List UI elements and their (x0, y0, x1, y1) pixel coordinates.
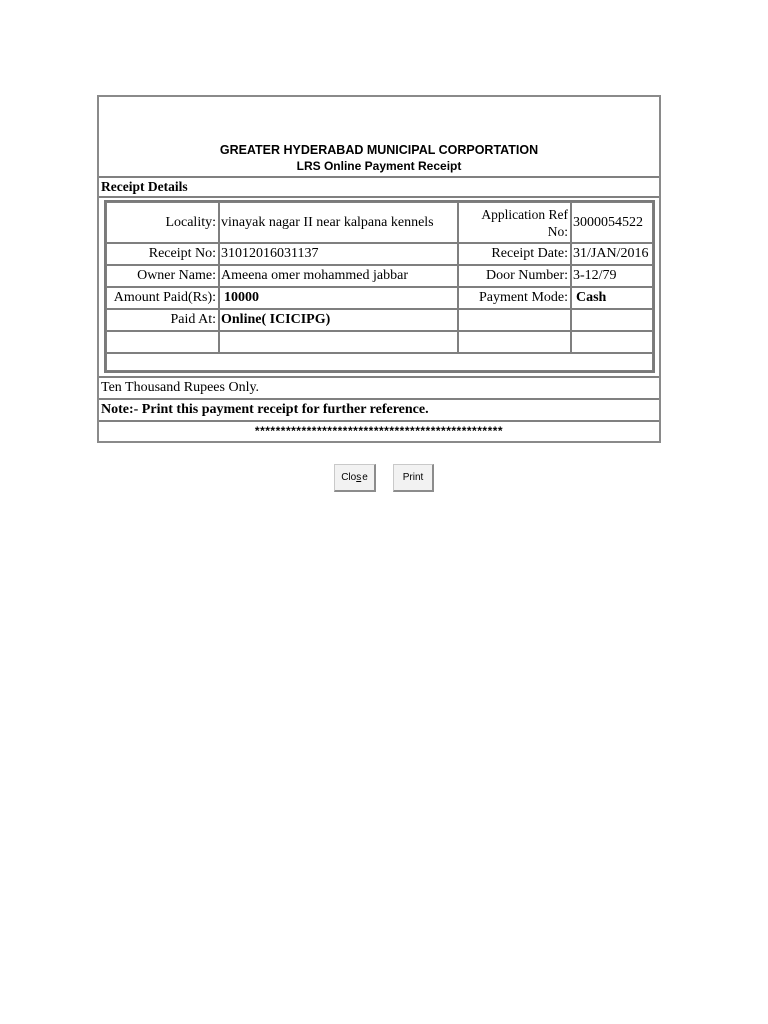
close-button[interactable] (334, 464, 376, 492)
close-button-label-end: e (362, 472, 368, 483)
owner-name-value: Ameena omer mohammed jabbar (219, 265, 458, 287)
door-number-value: 3-12/79 (571, 265, 653, 287)
payment-mode-label: Payment Mode: (458, 287, 571, 309)
divider (99, 176, 659, 178)
locality-label: Locality: (106, 202, 219, 243)
receipt-no-value: 31012016031137 (219, 243, 458, 265)
empty-cell (458, 331, 571, 353)
paid-at-label: Paid At: (106, 309, 219, 331)
footer-stars: ************************************************ (254, 424, 504, 438)
divider (99, 398, 659, 400)
divider (99, 420, 659, 422)
application-ref-value: 3000054522 (571, 202, 653, 243)
receipt-no-label: Receipt No: (106, 243, 219, 265)
empty-cell (571, 309, 653, 331)
payment-mode-value: Cash (571, 287, 653, 309)
locality-value: vinayak nagar II near kalpana kennels (219, 202, 458, 243)
print-button-label: Print (402, 472, 424, 483)
receipt-date-value: 31/JAN/2016 (571, 243, 653, 265)
paid-at-value: Online( ICICIPG) (219, 309, 458, 331)
amount-in-words: Ten Thousand Rupees Only. (101, 380, 260, 395)
close-button-label-start: Clo (341, 472, 357, 483)
application-ref-label: Application Ref No: (458, 202, 571, 243)
payment-receipt (97, 95, 661, 443)
receipt-date-label: Receipt Date: (458, 243, 571, 265)
print-button[interactable] (393, 464, 434, 492)
org-name: GREATER HYDERABAD MUNICIPAL CORPORTATION (219, 143, 539, 157)
divider (99, 196, 659, 198)
close-button-accelerator: s (356, 472, 362, 483)
empty-cell (106, 331, 219, 353)
empty-cell (458, 309, 571, 331)
amount-paid-label: Amount Paid(Rs): (106, 287, 219, 309)
owner-name-label: Owner Name: (106, 265, 219, 287)
section-title: Receipt Details (101, 179, 188, 194)
divider (99, 376, 659, 378)
empty-cell (219, 331, 458, 353)
empty-cell (571, 331, 653, 353)
empty-row (106, 353, 653, 371)
receipt-details-table (104, 200, 655, 373)
print-note: Note:- Print this payment receipt for further reference. (101, 402, 429, 417)
door-number-label: Door Number: (458, 265, 571, 287)
amount-paid-value: 10000 (219, 287, 458, 309)
receipt-subtitle: LRS Online Payment Receipt (296, 159, 462, 173)
